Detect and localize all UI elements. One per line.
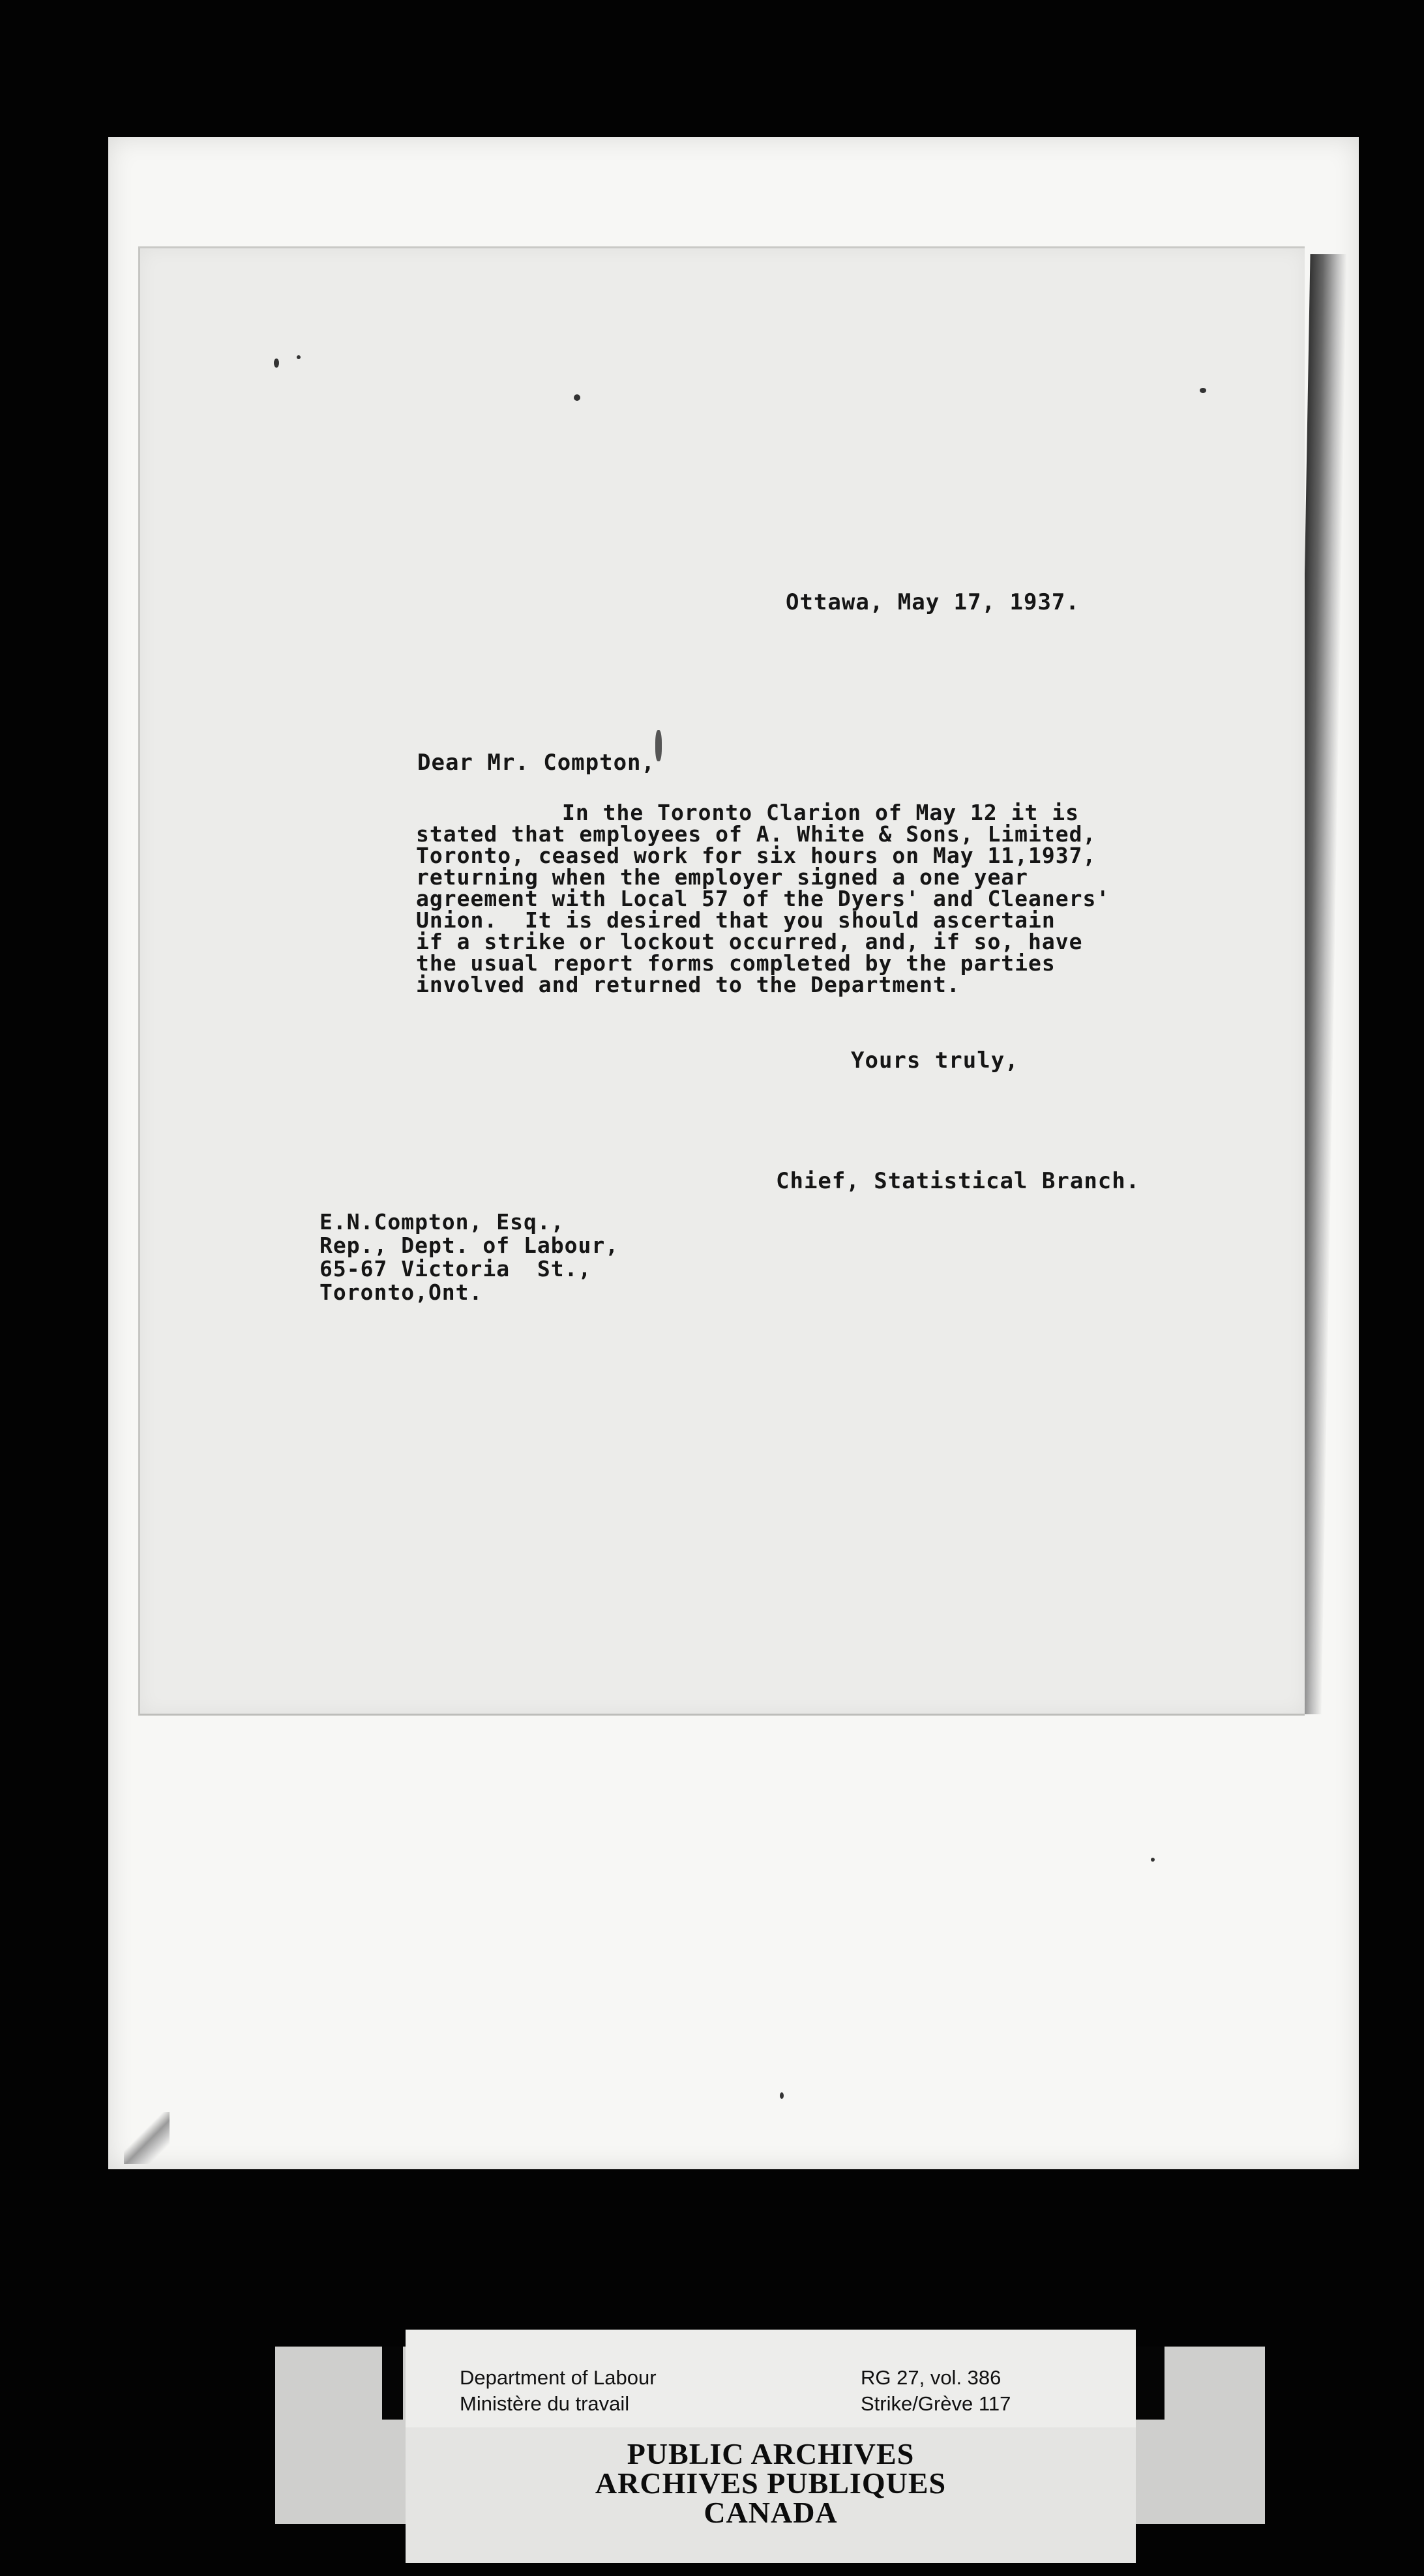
- speck: [574, 394, 580, 401]
- record-group-reference: RG 27, vol. 386: [861, 2366, 1001, 2389]
- letter-date: Ottawa, May 17, 1937.: [786, 589, 1080, 615]
- letter-body-line: stated that employees of A. White & Sons, Limited,: [416, 821, 1097, 847]
- speck: [780, 2092, 784, 2099]
- letter-body-line: Union. It is desired that you should ascertain: [416, 907, 1056, 933]
- letter-body-line: returning when the employer signed a one year: [416, 864, 1029, 890]
- speck: [655, 730, 662, 761]
- address-line: 65-67 Victoria St.,: [319, 1256, 592, 1281]
- letter-body-line: the usual report forms completed by the parties: [416, 950, 1056, 976]
- speck: [297, 355, 301, 359]
- speck: [274, 359, 279, 368]
- letter-salutation: Dear Mr. Compton,: [417, 750, 655, 776]
- department-english: Department of Labour: [460, 2366, 657, 2389]
- address-line: E.N.Compton, Esq.,: [319, 1209, 565, 1235]
- letter-signature: Chief, Statistical Branch.: [776, 1168, 1140, 1194]
- letter-body-line: agreement with Local 57 of the Dyers' and Cleaners': [416, 886, 1110, 911]
- letter-body-line: if a strike or lockout occurred, and, if so, have: [416, 929, 1083, 954]
- speck: [1151, 1858, 1155, 1862]
- label-slot-right: [1136, 2347, 1164, 2420]
- letter-body-line: Toronto, ceased work for six hours on May 11,1937,: [416, 843, 1097, 868]
- file-reference: Strike/Grève 117: [861, 2392, 1011, 2415]
- archive-stamp-line: PUBLIC ARCHIVES: [627, 2437, 915, 2470]
- archive-stamp-line: ARCHIVES PUBLIQUES: [595, 2466, 947, 2500]
- letter-body-line: In the Toronto Clarion of May 12 it is: [562, 800, 1079, 825]
- label-slot-left: [382, 2347, 403, 2420]
- archive-stamp-line: CANADA: [704, 2496, 838, 2529]
- department-french: Ministère du travail: [460, 2392, 630, 2415]
- letter-body-line: involved and returned to the Department.: [416, 972, 960, 997]
- speck: [1200, 388, 1206, 393]
- address-line: Toronto,Ont.: [319, 1280, 483, 1305]
- address-line: Rep., Dept. of Labour,: [319, 1233, 619, 1258]
- letter-closing: Yours truly,: [851, 1047, 1019, 1074]
- folded-corner: [124, 2112, 170, 2164]
